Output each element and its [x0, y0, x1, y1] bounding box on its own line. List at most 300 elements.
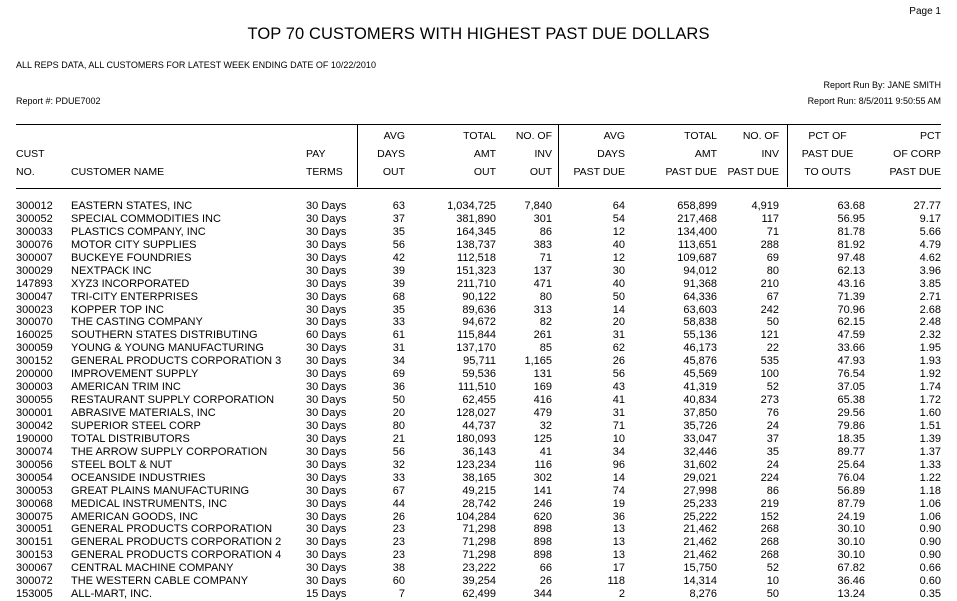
table-row — [0, 498, 957, 511]
cell-total-amt-out: 151,323 — [456, 264, 496, 277]
cell-avg-days-pd: 41 — [612, 394, 625, 407]
cell-terms: 30 Days — [306, 510, 347, 523]
cell-cust: 200000 — [16, 368, 53, 381]
cell-name: STEEL BOLT & NUT — [71, 458, 173, 471]
cell-pct-pd-outs: 37.05 — [837, 381, 865, 394]
cell-avg-days-pd: 43 — [612, 381, 625, 394]
page-number: Page 1 — [909, 6, 941, 17]
cell-total-amt-out: 39,254 — [462, 575, 496, 588]
cell-name: AMERICAN GOODS, INC — [71, 510, 199, 523]
cell-no-inv-pd: 24 — [766, 458, 779, 471]
cell-avg-days-out: 7 — [398, 588, 405, 601]
cell-cust: 300052 — [16, 212, 53, 225]
cell-cust: 300023 — [16, 303, 53, 316]
column-header-pct-corp-pd — [870, 127, 941, 181]
cell-no-inv-out: 898 — [533, 549, 552, 562]
cell-pct-pd-outs: 76.04 — [837, 471, 865, 484]
column-header-line: TOTAL — [684, 130, 717, 142]
cell-terms: 30 Days — [306, 368, 347, 381]
table-row — [0, 200, 957, 213]
cell-cust: 300033 — [16, 225, 53, 238]
cell-no-inv-out: 82 — [539, 316, 552, 329]
cell-total-amt-pd: 33,047 — [683, 432, 717, 445]
cell-avg-days-out: 33 — [392, 471, 405, 484]
cell-avg-days-pd: 118 — [607, 575, 625, 588]
cell-pct-pd-outs: 36.46 — [837, 575, 865, 588]
cell-avg-days-out: 23 — [392, 523, 405, 536]
cell-total-amt-pd: 94,012 — [683, 264, 717, 277]
cell-cust: 300012 — [16, 200, 53, 212]
cell-no-inv-pd: 273 — [760, 394, 779, 407]
column-header-line: PAST DUE — [727, 166, 779, 178]
column-header-line: OF CORP — [893, 148, 941, 160]
cell-pct-corp-pd: 2.48 — [919, 316, 941, 329]
cell-pct-corp-pd: 0.90 — [919, 523, 941, 536]
table-row — [0, 420, 957, 433]
cell-name: GENERAL PRODUCTS CORPORATION 2 — [71, 536, 282, 549]
cell-avg-days-out: 80 — [392, 419, 405, 432]
cell-avg-days-out: 32 — [392, 458, 405, 471]
cell-cust: 300153 — [16, 549, 53, 562]
column-header-line: NO. OF — [515, 130, 552, 142]
cell-no-inv-out: 344 — [533, 588, 552, 601]
cell-pct-corp-pd: 0.90 — [919, 536, 941, 549]
column-header-line: PAY — [306, 148, 326, 160]
cell-pct-pd-outs: 43.16 — [837, 277, 865, 290]
table-row — [0, 355, 957, 368]
cell-terms: 30 Days — [306, 562, 347, 575]
cell-pct-pd-outs: 76.54 — [837, 368, 865, 381]
table-row — [0, 304, 957, 317]
cell-avg-days-out: 44 — [392, 497, 405, 510]
cell-name: NEXTPACK INC — [71, 264, 152, 277]
cell-terms: 30 Days — [306, 536, 347, 549]
cell-no-inv-out: 137 — [533, 264, 552, 277]
table-row — [0, 342, 957, 355]
cell-avg-days-out: 67 — [392, 484, 405, 497]
cell-total-amt-pd: 37,850 — [683, 407, 717, 419]
cell-name: GENERAL PRODUCTS CORPORATION 3 — [71, 355, 282, 368]
cell-pct-corp-pd: 2.68 — [919, 303, 941, 316]
cell-pct-corp-pd: 0.90 — [919, 549, 941, 562]
cell-no-inv-pd: 22 — [766, 342, 779, 355]
cell-pct-corp-pd: 1.18 — [919, 484, 941, 497]
table-row — [0, 588, 957, 601]
column-header-line: NO. — [16, 166, 35, 178]
cell-no-inv-pd: 50 — [766, 316, 779, 329]
cell-no-inv-out: 80 — [539, 290, 552, 303]
header-top-rule — [16, 124, 941, 125]
cell-total-amt-out: 111,510 — [457, 381, 496, 394]
cell-avg-days-pd: 34 — [612, 445, 625, 458]
column-divider — [787, 125, 788, 187]
cell-no-inv-pd: 4,919 — [751, 200, 779, 212]
cell-terms: 60 Days — [306, 329, 347, 342]
cell-cust: 300029 — [16, 264, 53, 277]
cell-pct-corp-pd: 1.60 — [919, 407, 941, 419]
cell-pct-corp-pd: 1.74 — [919, 381, 941, 394]
cell-no-inv-pd: 121 — [760, 329, 779, 342]
cell-total-amt-out: 94,672 — [462, 316, 496, 329]
cell-terms: 30 Days — [306, 212, 347, 225]
cell-terms: 30 Days — [306, 575, 347, 588]
cell-terms: 30 Days — [306, 523, 347, 536]
cell-no-inv-pd: 535 — [760, 355, 779, 368]
cell-pct-corp-pd: 0.66 — [919, 562, 941, 575]
cell-pct-corp-pd: 4.62 — [919, 251, 941, 264]
cell-no-inv-out: 169 — [533, 381, 552, 394]
cell-avg-days-pd: 56 — [612, 368, 625, 381]
cell-cust: 300075 — [16, 510, 53, 523]
column-header-name — [71, 127, 301, 181]
cell-total-amt-out: 115,844 — [457, 329, 496, 342]
cell-pct-pd-outs: 30.10 — [837, 536, 865, 549]
cell-total-amt-out: 138,737 — [456, 238, 496, 251]
cell-cust: 300067 — [16, 562, 53, 575]
cell-avg-days-pd: 2 — [618, 588, 625, 601]
cell-no-inv-pd: 50 — [766, 588, 779, 601]
cell-cust: 300152 — [16, 355, 53, 368]
cell-name: THE ARROW SUPPLY CORPORATION — [71, 445, 268, 458]
column-header-line — [71, 127, 301, 145]
report-number: Report #: PDUE7002 — [16, 96, 101, 106]
cell-pct-corp-pd: 2.71 — [919, 290, 941, 303]
cell-avg-days-pd: 31 — [612, 329, 625, 342]
column-header-line: TO OUTS — [804, 166, 851, 178]
cell-no-inv-pd: 24 — [766, 419, 779, 432]
cell-no-inv-out: 313 — [533, 303, 552, 316]
cell-no-inv-pd: 76 — [766, 407, 779, 419]
cell-pct-pd-outs: 56.95 — [837, 212, 865, 225]
cell-pct-corp-pd: 4.79 — [919, 238, 941, 251]
column-header-line: PAST DUE — [889, 166, 941, 178]
cell-pct-pd-outs: 29.56 — [837, 407, 865, 419]
table-row — [0, 329, 957, 342]
cell-total-amt-out: 71,298 — [462, 523, 496, 536]
cell-pct-corp-pd: 3.85 — [919, 277, 941, 290]
cell-avg-days-pd: 13 — [612, 523, 625, 536]
cell-no-inv-out: 620 — [533, 510, 552, 523]
cell-terms: 30 Days — [306, 277, 347, 290]
cell-no-inv-pd: 71 — [766, 225, 779, 238]
report-run-timestamp: Report Run: 8/5/2011 9:50:55 AM — [807, 96, 941, 106]
cell-no-inv-pd: 152 — [760, 510, 779, 523]
cell-pct-pd-outs: 65.38 — [837, 394, 865, 407]
cell-no-inv-pd: 10 — [766, 575, 779, 588]
cell-total-amt-out: 28,742 — [462, 497, 496, 510]
cell-total-amt-out: 164,345 — [456, 225, 496, 238]
table-row — [0, 511, 957, 524]
cell-name: EASTERN STATES, INC — [71, 200, 193, 212]
cell-terms: 30 Days — [306, 432, 347, 445]
cell-avg-days-pd: 31 — [612, 407, 625, 419]
column-header-terms — [306, 127, 354, 181]
cell-pct-corp-pd: 27.77 — [913, 200, 941, 212]
cell-cust: 147893 — [16, 277, 53, 290]
cell-no-inv-out: 471 — [533, 277, 552, 290]
column-divider — [357, 125, 358, 187]
cell-avg-days-out: 21 — [392, 432, 405, 445]
cell-total-amt-pd: 29,021 — [683, 471, 717, 484]
column-header-line: CUSTOMER NAME — [71, 166, 165, 178]
cell-terms: 30 Days — [306, 484, 347, 497]
cell-total-amt-out: 112,518 — [457, 251, 496, 264]
cell-avg-days-pd: 13 — [612, 536, 625, 549]
cell-name: SPECIAL COMMODITIES INC — [71, 212, 221, 225]
column-header-line — [16, 127, 66, 145]
cell-pct-corp-pd: 1.72 — [919, 394, 941, 407]
table-row — [0, 472, 957, 485]
table-row — [0, 381, 957, 394]
cell-avg-days-out: 69 — [392, 368, 405, 381]
cell-avg-days-out: 36 — [392, 381, 405, 394]
cell-no-inv-pd: 100 — [760, 368, 779, 381]
cell-avg-days-pd: 12 — [612, 225, 625, 238]
cell-pct-pd-outs: 97.48 — [837, 251, 865, 264]
cell-pct-pd-outs: 62.15 — [837, 316, 865, 329]
cell-cust: 300056 — [16, 458, 53, 471]
cell-avg-days-pd: 96 — [612, 458, 625, 471]
cell-terms: 30 Days — [306, 394, 347, 407]
cell-cust: 160025 — [16, 329, 53, 342]
cell-no-inv-pd: 224 — [760, 471, 779, 484]
table-row — [0, 239, 957, 252]
column-header-line: DAYS — [377, 148, 405, 160]
column-header-line — [306, 127, 354, 145]
cell-pct-pd-outs: 81.92 — [837, 238, 865, 251]
table-row — [0, 523, 957, 536]
table-row — [0, 485, 957, 498]
cell-cust: 300074 — [16, 445, 53, 458]
cell-terms: 30 Days — [306, 497, 347, 510]
report-title: TOP 70 CUSTOMERS WITH HIGHEST PAST DUE DOLLARS — [247, 25, 710, 43]
cell-total-amt-pd: 35,726 — [683, 419, 717, 432]
cell-name: ALL-MART, INC. — [71, 588, 153, 601]
cell-avg-days-out: 33 — [392, 316, 405, 329]
cell-no-inv-out: 479 — [533, 407, 552, 419]
cell-pct-corp-pd: 3.96 — [919, 264, 941, 277]
cell-pct-pd-outs: 18.35 — [837, 432, 865, 445]
cell-name: IMPROVEMENT SUPPLY — [71, 368, 199, 381]
cell-no-inv-out: 86 — [539, 225, 552, 238]
cell-total-amt-pd: 45,569 — [683, 368, 717, 381]
cell-total-amt-out: 71,298 — [462, 549, 496, 562]
cell-total-amt-out: 71,298 — [462, 536, 496, 549]
table-row — [0, 549, 957, 562]
cell-avg-days-out: 56 — [392, 238, 405, 251]
cell-pct-corp-pd: 1.22 — [919, 471, 941, 484]
cell-pct-corp-pd: 1.37 — [919, 445, 941, 458]
cell-pct-pd-outs: 63.68 — [837, 200, 865, 212]
cell-cust: 300053 — [16, 484, 53, 497]
cell-avg-days-pd: 17 — [612, 562, 625, 575]
cell-total-amt-out: 89,636 — [462, 303, 496, 316]
cell-total-amt-out: 128,027 — [456, 407, 496, 419]
cell-no-inv-pd: 268 — [760, 523, 779, 536]
cell-total-amt-out: 104,284 — [456, 510, 496, 523]
cell-pct-corp-pd: 1.95 — [919, 342, 941, 355]
cell-avg-days-out: 31 — [392, 342, 405, 355]
cell-no-inv-out: 41 — [539, 445, 552, 458]
column-header-line: OUT — [473, 166, 496, 178]
cell-no-inv-pd: 86 — [766, 484, 779, 497]
cell-avg-days-pd: 40 — [612, 277, 625, 290]
cell-avg-days-out: 39 — [392, 264, 405, 277]
table-row — [0, 368, 957, 381]
cell-total-amt-pd: 27,998 — [683, 484, 717, 497]
customer-table-body — [0, 200, 957, 601]
cell-total-amt-out: 62,499 — [462, 588, 496, 601]
cell-pct-pd-outs: 30.10 — [837, 523, 865, 536]
cell-total-amt-pd: 91,368 — [683, 277, 717, 290]
cell-total-amt-pd: 658,899 — [677, 200, 717, 212]
cell-avg-days-pd: 36 — [612, 510, 625, 523]
cell-avg-days-pd: 50 — [612, 290, 625, 303]
cell-no-inv-pd: 69 — [766, 251, 779, 264]
cell-name: AMERICAN TRIM INC — [71, 381, 181, 394]
cell-cust: 300001 — [16, 407, 53, 419]
cell-total-amt-pd: 40,834 — [683, 394, 717, 407]
cell-avg-days-out: 50 — [392, 394, 405, 407]
cell-terms: 30 Days — [306, 407, 347, 419]
cell-total-amt-out: 44,737 — [462, 419, 496, 432]
cell-no-inv-out: 85 — [539, 342, 552, 355]
cell-name: SUPERIOR STEEL CORP — [71, 419, 201, 432]
cell-cust: 300007 — [16, 251, 53, 264]
cell-name: TRI-CITY ENTERPRISES — [71, 290, 198, 303]
cell-pct-corp-pd: 1.51 — [919, 419, 941, 432]
column-header-line: DAYS — [597, 148, 625, 160]
cell-name: GREAT PLAINS MANUFACTURING — [71, 484, 250, 497]
cell-terms: 30 Days — [306, 225, 347, 238]
cell-no-inv-pd: 210 — [760, 277, 779, 290]
cell-cust: 300054 — [16, 471, 53, 484]
table-row — [0, 575, 957, 588]
cell-no-inv-out: 302 — [533, 471, 552, 484]
cell-cust: 300076 — [16, 238, 53, 251]
cell-avg-days-out: 23 — [392, 549, 405, 562]
cell-total-amt-pd: 58,838 — [683, 316, 717, 329]
cell-name: TOTAL DISTRIBUTORS — [71, 432, 190, 445]
cell-no-inv-out: 1,165 — [524, 355, 552, 368]
cell-total-amt-pd: 63,603 — [683, 303, 717, 316]
table-row — [0, 407, 957, 420]
cell-no-inv-pd: 268 — [760, 536, 779, 549]
cell-no-inv-out: 26 — [539, 575, 552, 588]
column-header-line: PAST DUE — [665, 166, 717, 178]
cell-avg-days-pd: 19 — [612, 497, 625, 510]
column-header-line: TOTAL — [463, 130, 496, 142]
cell-name: RESTAURANT SUPPLY CORPORATION — [71, 394, 275, 407]
cell-terms: 30 Days — [306, 458, 347, 471]
cell-total-amt-pd: 217,468 — [677, 212, 717, 225]
cell-no-inv-pd: 52 — [766, 381, 779, 394]
column-header-avg-days-pd — [562, 127, 625, 181]
cell-avg-days-out: 38 — [392, 562, 405, 575]
column-header-line: PAST DUE — [573, 166, 625, 178]
cell-total-amt-pd: 8,276 — [689, 588, 717, 601]
cell-total-amt-pd: 14,314 — [683, 575, 717, 588]
cell-total-amt-pd: 41,319 — [683, 381, 717, 394]
column-header-line: AVG — [383, 130, 405, 142]
cell-name: BUCKEYE FOUNDRIES — [71, 251, 192, 264]
cell-pct-pd-outs: 67.82 — [837, 562, 865, 575]
cell-no-inv-pd: 52 — [766, 562, 779, 575]
column-divider — [558, 125, 559, 187]
cell-cust: 300068 — [16, 497, 53, 510]
cell-pct-pd-outs: 56.89 — [837, 484, 865, 497]
table-row — [0, 394, 957, 407]
cell-cust: 300042 — [16, 419, 53, 432]
cell-total-amt-pd: 15,750 — [683, 562, 717, 575]
table-row — [0, 278, 957, 291]
cell-name: SOUTHERN STATES DISTRIBUTING — [71, 329, 258, 342]
cell-pct-pd-outs: 81.78 — [837, 225, 865, 238]
cell-pct-corp-pd: 1.06 — [919, 510, 941, 523]
cell-avg-days-pd: 26 — [612, 355, 625, 368]
cell-terms: 15 Days — [306, 588, 347, 601]
cell-no-inv-pd: 242 — [760, 303, 779, 316]
cell-avg-days-pd: 14 — [612, 471, 625, 484]
cell-total-amt-out: 381,890 — [456, 212, 496, 225]
cell-total-amt-pd: 21,462 — [683, 523, 717, 536]
cell-terms: 30 Days — [306, 303, 347, 316]
cell-terms: 30 Days — [306, 381, 347, 394]
cell-pct-corp-pd: 1.92 — [919, 368, 941, 381]
cell-pct-pd-outs: 87.79 — [837, 497, 865, 510]
cell-avg-days-pd: 13 — [612, 549, 625, 562]
cell-avg-days-pd: 71 — [612, 419, 625, 432]
cell-terms: 30 Days — [306, 200, 347, 212]
cell-terms: 30 Days — [306, 471, 347, 484]
cell-name: THE WESTERN CABLE COMPANY — [71, 575, 249, 588]
column-header-line: PCT — [920, 130, 941, 142]
cell-terms: 30 Days — [306, 342, 347, 355]
cell-pct-pd-outs: 47.59 — [837, 329, 865, 342]
cell-pct-corp-pd: 0.35 — [919, 588, 941, 601]
cell-pct-pd-outs: 30.10 — [837, 549, 865, 562]
cell-pct-pd-outs: 70.96 — [837, 303, 865, 316]
column-header-total-amt-out — [420, 127, 496, 181]
cell-total-amt-pd: 21,462 — [683, 536, 717, 549]
cell-total-amt-pd: 31,602 — [683, 458, 717, 471]
cell-avg-days-out: 35 — [392, 303, 405, 316]
cell-total-amt-pd: 113,651 — [678, 238, 717, 251]
cell-no-inv-pd: 117 — [761, 212, 779, 225]
cell-name: XYZ3 INCORPORATED — [71, 277, 190, 290]
column-header-line: AMT — [694, 148, 717, 160]
cell-total-amt-out: 1,034,725 — [447, 200, 496, 212]
column-header-line: NO. OF — [742, 130, 779, 142]
cell-total-amt-pd: 46,173 — [683, 342, 717, 355]
column-header-pct-pd-outs — [790, 127, 865, 181]
cell-total-amt-out: 137,170 — [456, 342, 496, 355]
cell-pct-corp-pd: 1.39 — [919, 432, 941, 445]
cell-no-inv-out: 131 — [533, 368, 552, 381]
cell-name: GENERAL PRODUCTS CORPORATION 4 — [71, 549, 282, 562]
cell-total-amt-pd: 21,462 — [683, 549, 717, 562]
cell-avg-days-out: 42 — [392, 251, 405, 264]
column-header-line: OUT — [529, 166, 552, 178]
cell-no-inv-out: 301 — [533, 212, 552, 225]
cell-avg-days-out: 60 — [392, 575, 405, 588]
cell-pct-corp-pd: 5.66 — [919, 225, 941, 238]
cell-total-amt-pd: 55,136 — [683, 329, 717, 342]
cell-name: ABRASIVE MATERIALS, INC — [71, 407, 216, 419]
cell-total-amt-out: 49,215 — [462, 484, 496, 497]
cell-no-inv-out: 246 — [533, 497, 552, 510]
cell-name: MEDICAL INSTRUMENTS, INC — [71, 497, 228, 510]
